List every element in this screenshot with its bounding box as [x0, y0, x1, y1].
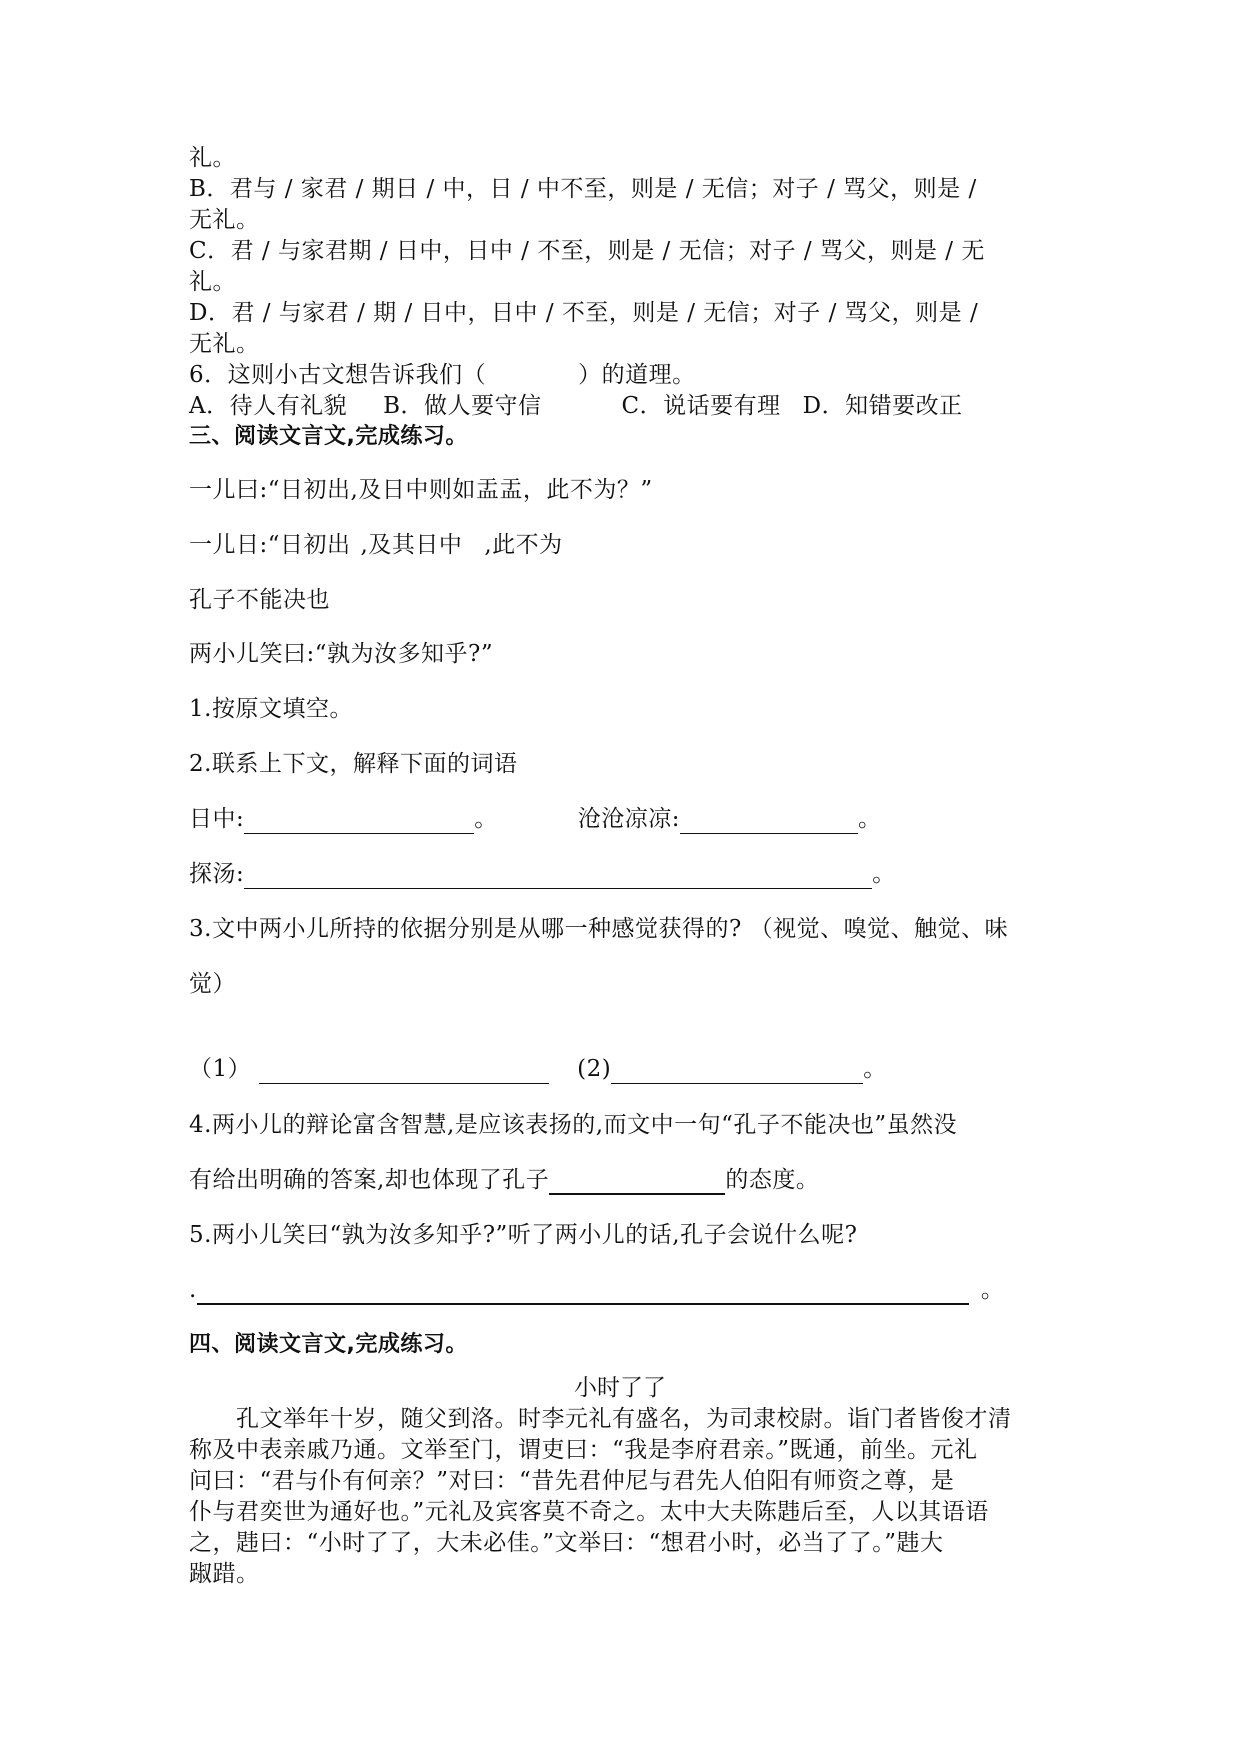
q6-stem-before: 6．这则小古文想告诉我们（ [189, 362, 487, 388]
passage-title: 小时了了 [574, 1375, 666, 1401]
passage-para-line-3: 问曰：“君与仆有何亲？”对曰：“昔先君仲尼与君先人伯阳有师资之尊，是 [189, 1468, 955, 1494]
question-3: 3.文中两小儿所持的依据分别是从哪一种感觉获得的? （视觉、嗅觉、触觉、味 [189, 916, 1009, 942]
option-a-tail: 礼。 [189, 145, 236, 171]
q3-answers: （1） (2) 。 [189, 1056, 887, 1082]
passage-line-2: 一儿日:“日初出 ,及其日中 ,此不为 [189, 532, 563, 558]
question-6 [189, 360, 696, 390]
term-canglang: 沧沧凉凉: [577, 806, 680, 832]
q6-option-c: C．说话要有理 [621, 393, 781, 419]
passage-line-1: 一儿曰:“日初出,及日中则如盂盂，此不为？” [189, 477, 653, 503]
question-4-tail: 有给出明确的答案,却也体现了孔子 的态度。 [189, 1167, 820, 1193]
section-4-heading: 四、阅读文言文,完成练习。 [189, 1332, 468, 1357]
q5-answer-line: . 。 [189, 1277, 1005, 1303]
question-3-tail: 觉） [189, 971, 236, 997]
term-rizhong-blank[interactable] [244, 809, 474, 834]
q6-option-d: D．知错要改正 [802, 393, 963, 419]
section-3-heading: 三、阅读文言文,完成练习。 [189, 424, 468, 449]
option-c-tail: 礼。 [189, 269, 236, 295]
q6-options [189, 391, 963, 421]
option-d: D．君 / 与家君 / 期 / 日中，日中 / 不至，则是 / 无信；对子 / 骂父，则是 / [189, 300, 979, 326]
term-tantang: 探汤: [189, 861, 245, 887]
q4-blank[interactable] [549, 1169, 725, 1195]
passage-line-3: 孔子不能决也 [189, 587, 330, 613]
passage-para-line-4: 仆与君奕世为通好也。”元礼及宾客莫不奇之。太中大夫陈韪后至，人以其语语 [189, 1499, 989, 1525]
term-tantang-blank[interactable] [244, 864, 872, 889]
q6-option-a: A．待人有礼貌 [189, 393, 348, 419]
question-4: 4.两小儿的辩论富含智慧,是应该表扬的,而文中一句“孔子不能决也”虽然没 [189, 1112, 958, 1138]
q3-answer-1-blank[interactable] [259, 1059, 549, 1084]
passage-para-line-5: 之，韪曰：“小时了了，大未必佳。”文举曰：“想君小时，必当了了。”韪大 [189, 1530, 944, 1556]
q3-answer-2-blank[interactable] [611, 1059, 863, 1084]
option-b: B．君与 / 家君 / 期日 / 中，日 / 中不至，则是 / 无信；对子 / 骂父，则是 / [189, 176, 977, 202]
term-rizhong: 日中: [189, 806, 245, 832]
vocab-row-2: 探汤: 。 [189, 861, 896, 887]
option-b-tail: 无礼。 [189, 207, 260, 233]
passage-para-line-2: 称及中表亲戚乃通。文举至门，谓吏曰：“我是李府君亲。”既通，前坐。元礼 [189, 1437, 978, 1463]
option-c: C．君 / 与家君期 / 日中，日中 / 不至，则是 / 无信；对子 / 骂父，则是 / 无 [189, 238, 985, 264]
passage-para-line-6: 踧踖。 [189, 1561, 260, 1587]
question-5: 5.两小儿笑曰“孰为汝多知乎?”听了两小儿的话,孔子会说什么呢? [189, 1222, 858, 1248]
option-d-tail: 无礼。 [189, 331, 260, 357]
q6-stem-after: ）的道理。 [578, 362, 696, 388]
question-2: 2.联系上下文，解释下面的词语 [189, 751, 518, 777]
q5-blank[interactable] [197, 1279, 969, 1305]
passage-para-line-1: 孔文举年十岁，随父到洛。时李元礼有盛名，为司隶校尉。诣门者皆俊才清 [236, 1406, 1012, 1432]
question-1: 1.按原文填空。 [189, 696, 353, 722]
term-canglang-blank[interactable] [680, 809, 858, 834]
passage-line-4: 两小儿笑曰:“孰为汝多知乎?” [189, 641, 494, 667]
vocab-row-1: 日中: 。 沧沧凉凉: 。 [189, 806, 882, 832]
q6-option-b: B．做人要守信 [383, 393, 542, 419]
